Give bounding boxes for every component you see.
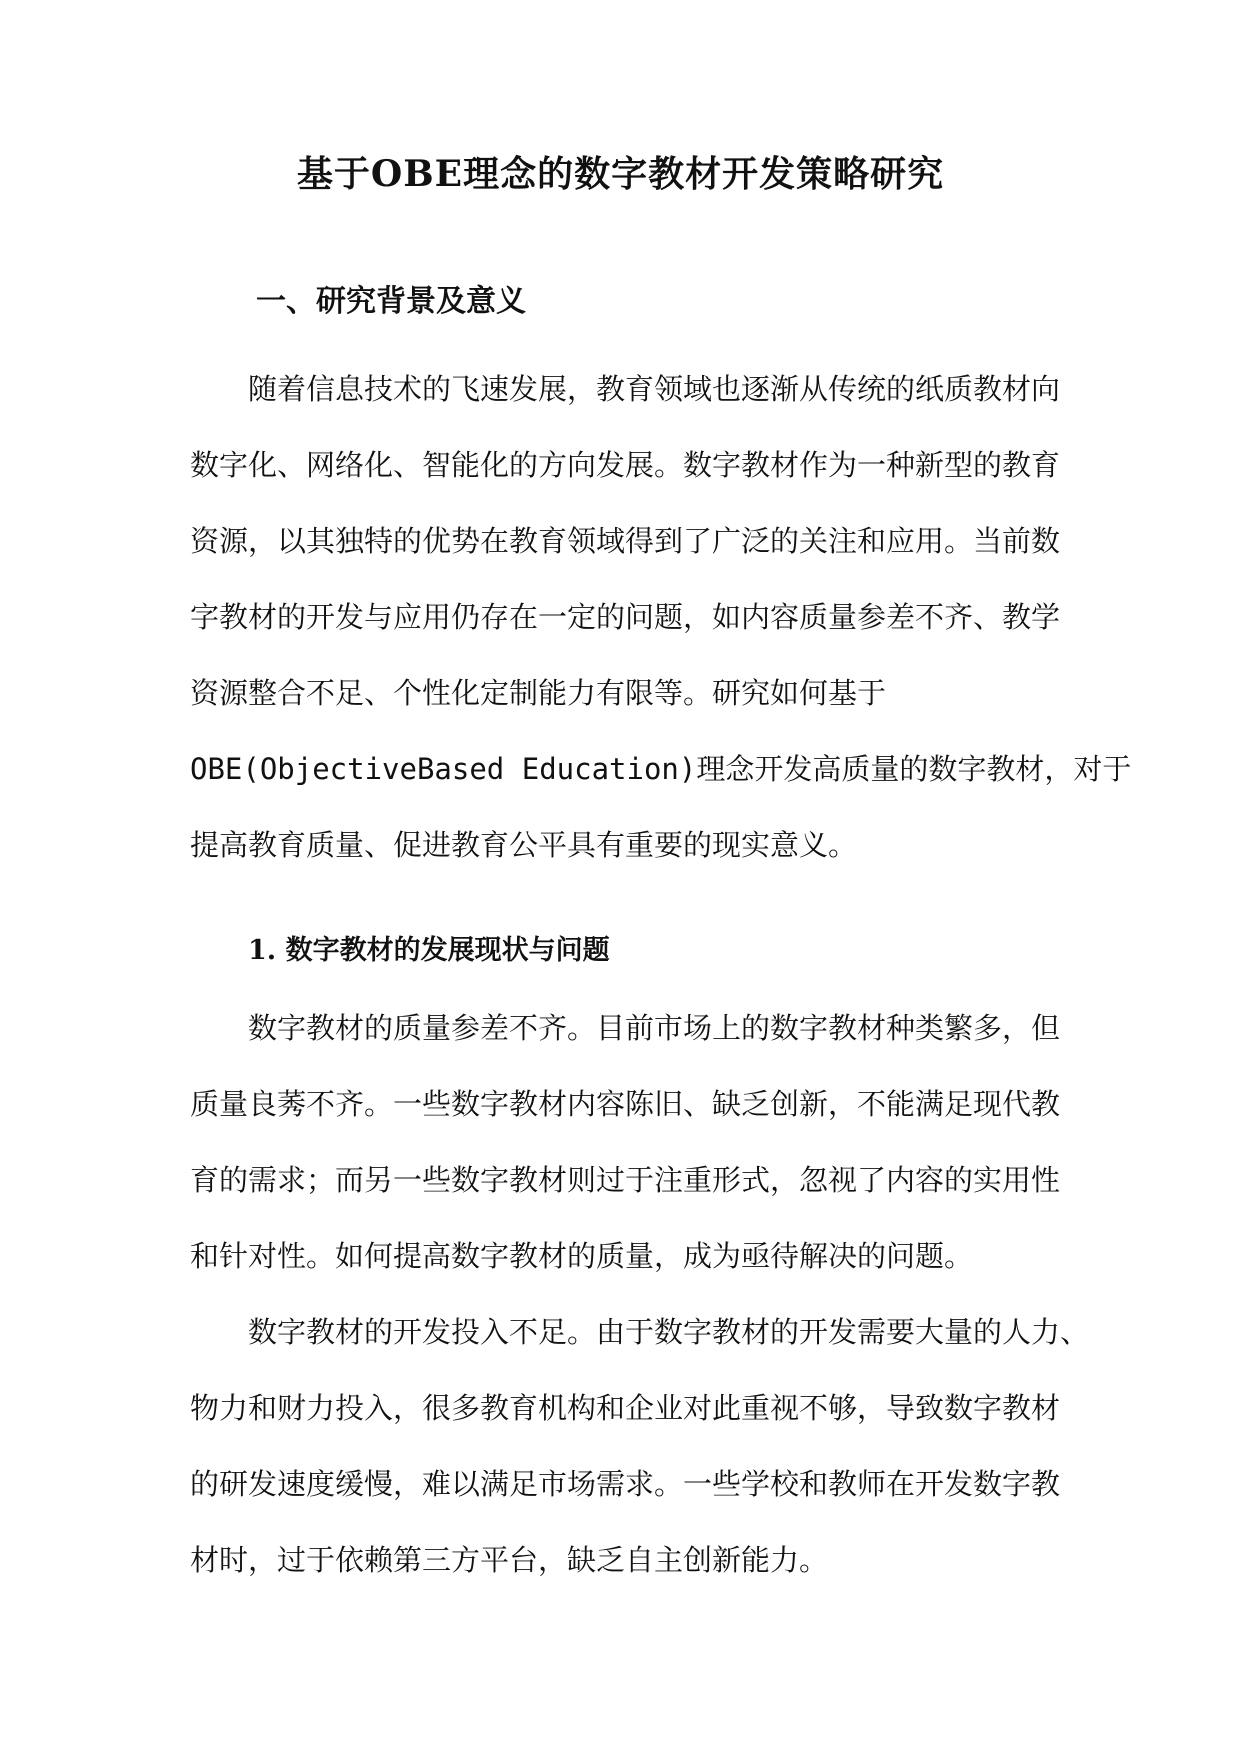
paragraph-line: 资源，以其独特的优势在教育领域得到了广泛的关注和应用。当前数 (190, 524, 1061, 558)
section-heading-background: 一、研究背景及意义 (256, 284, 526, 319)
paragraph-line: 的研发速度缓慢，难以满足市场需求。一些学校和教师在开发数字教 (190, 1467, 1061, 1501)
paragraph-line: 字教材的开发与应用仍存在一定的问题，如内容质量参差不齐、教学 (190, 600, 1061, 634)
page-title: 基于OBE理念的数字教材开发策略研究 (296, 153, 945, 195)
paragraph-line: 数字教材的质量参差不齐。目前市场上的数字教材种类繁多，但 (248, 1011, 1061, 1045)
paragraph-quality (190, 990, 1060, 1294)
paragraph-line: 数字化、网络化、智能化的方向发展。数字教材作为一种新型的教育 (190, 448, 1061, 482)
paragraph-line: 质量良莠不齐。一些数字教材内容陈旧、缺乏创新，不能满足现代教 (190, 1087, 1061, 1121)
paragraph-line: 随着信息技术的飞速发展，教育领域也逐渐从传统的纸质教材向 (248, 372, 1061, 406)
paragraph-line: 数字教材的开发投入不足。由于数字教材的开发需要大量的人力、 (248, 1315, 1090, 1349)
subsection-heading-status: 1. 数字教材的发展现状与问题 (248, 935, 610, 966)
paragraph-line: 资源整合不足、个性化定制能力有限等。研究如何基于 (190, 676, 887, 710)
paragraph-line: 和针对性。如何提高数字教材的质量，成为亟待解决的问题。 (190, 1239, 974, 1273)
paragraph-background (190, 351, 1132, 883)
paragraph-line: OBE(ObjectiveBased Education)理念开发高质量的数字教材，对于 (190, 752, 1132, 786)
paragraph-line: 提高教育质量、促进教育公平具有重要的现实意义。 (190, 828, 858, 862)
paragraph-line: 材时，过于依赖第三方平台，缺乏自主创新能力。 (190, 1543, 829, 1577)
paragraph-line: 育的需求；而另一些数字教材则过于注重形式，忽视了内容的实用性 (190, 1163, 1061, 1197)
paragraph-line: 物力和财力投入，很多教育机构和企业对此重视不够，导致数字教材 (190, 1391, 1061, 1425)
paragraph-investment (190, 1294, 1090, 1598)
